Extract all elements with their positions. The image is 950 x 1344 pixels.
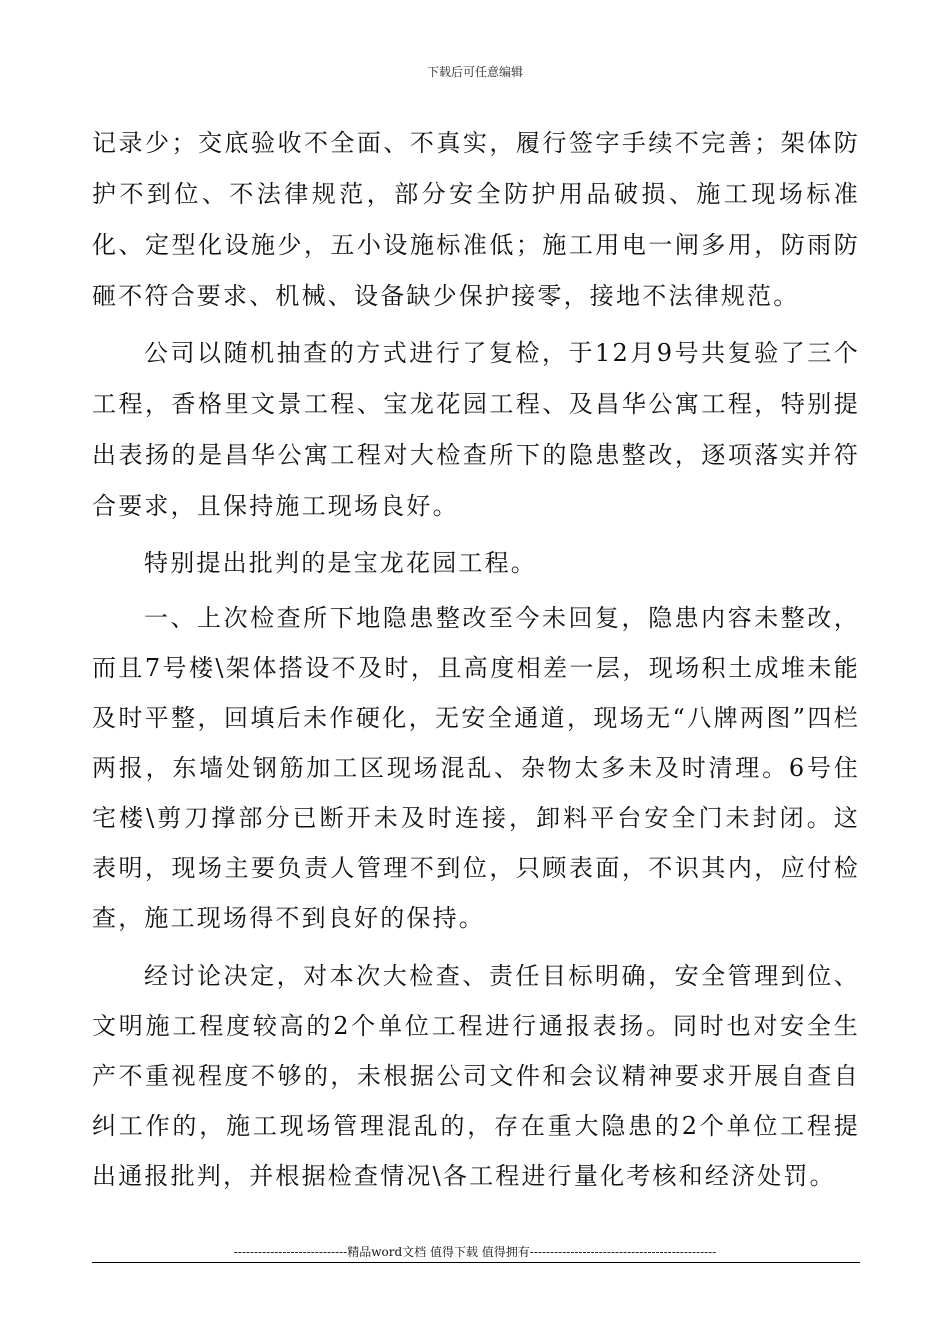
- paragraph-3: 特别提出批判的是宝龙花园工程。: [144, 549, 537, 577]
- paragraph-2: 公司以随机抽查的方式进行了复检，于12月9号共复验了三个工程，香格里文景工程、宝龙花园工程、及昌华公寓工程，特别提出表扬的是昌华公寓工程对大检查所下的隐患整改，逐项落实并符合要求，且保持施工现场良好。: [92, 339, 860, 520]
- footer-divider: [92, 1262, 860, 1263]
- page-header-note: 下载后可任意编辑: [426, 65, 523, 79]
- page-footer-text: ----------------------------精品word文档 值得下载 值得拥有----------------------------------------------: [233, 1245, 717, 1259]
- paragraph-4: 一、上次检查所下地隐患整改至今未回复，隐患内容未整改，而且7号楼\架体搭设不及时，且高度相差一层，现场积土成堆未能及时平整，回填后未作硬化，无安全通道，现场无“八牌两图”四栏两报，东墙处钢筋加工区现场混乱、杂物太多未及时清理。6号住宅楼\剪刀撑部分已断开未及时连接，卸料平台安全门未封闭。这表明，现场主要负责人管理不到位，只顾表面，不识其内，应付检查，施工现场得不到良好的保持。: [92, 604, 860, 932]
- paragraph-5: 经讨论决定，对本次大检查、责任目标明确，安全管理到位、文明施工程度较高的2个单位工程进行通报表扬。同时也对安全生产不重视程度不够的，未根据公司文件和会议精神要求开展自查自纠工作的，施工现场管理混乱的，存在重大隐患的2个单位工程提出通报批判，并根据检查情况\各工程进行量化考核和经济处罚。: [92, 962, 860, 1190]
- document-body: [92, 118, 860, 1201]
- paragraph-1: 记录少；交底验收不全面、不真实，履行签字手续不完善；架体防护不到位、不法律规范，部分安全防护用品破损、施工现场标准化、定型化设施少，五小设施标准低；施工用电一闸多用，防雨防砸不符合要求、机械、设备缺少保护接零，接地不法律规范。: [92, 129, 860, 310]
